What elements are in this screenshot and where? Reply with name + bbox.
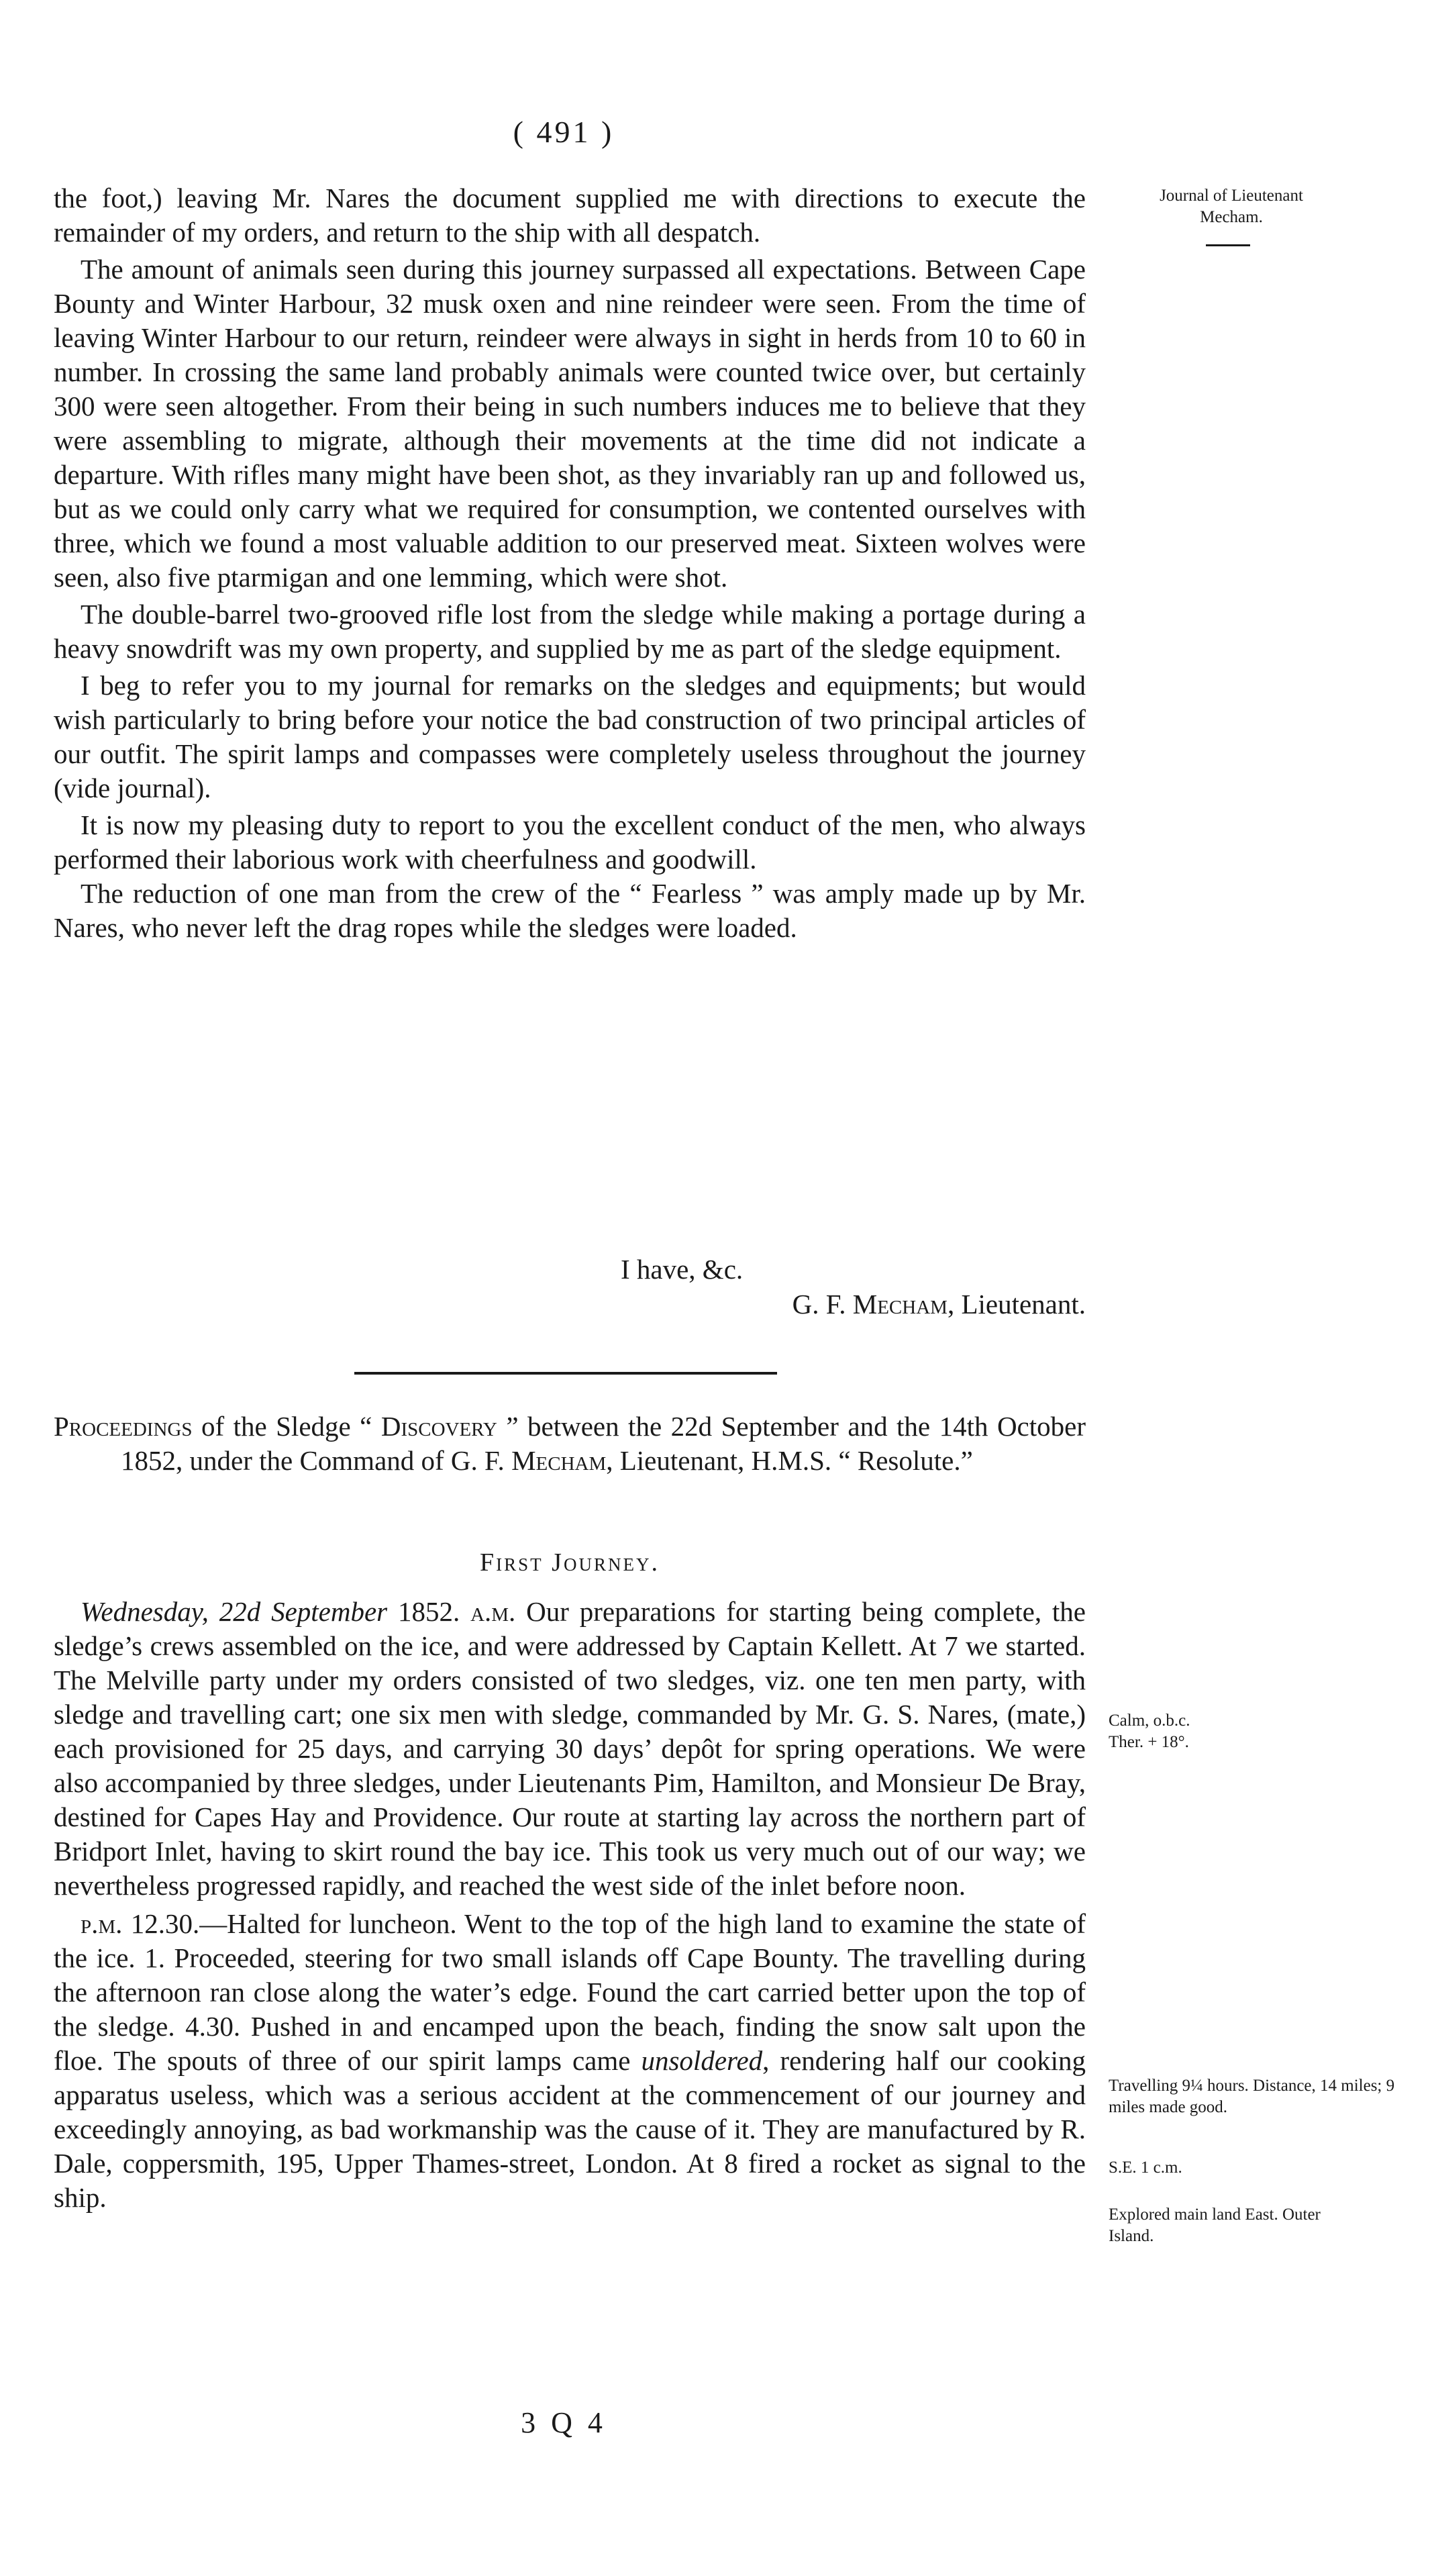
entry-emphasis: unsoldered	[641, 2045, 763, 2076]
letter-paragraph: The amount of animals seen during this journey surpassed all expectations. Between Cape Bounty and Winter Harbour, 32 musk oxen and nine reindeer were seen. From the time of leaving Winter Harbour to our return, reindeer were always in sight in herds from 10 to 60 in number. In crossing the same land probably animals were counted twice over, but certainly 300 were seen altogether. From their being in such numbers induces me to believe that they were assembling to migrate, although their movements at the time did not indicate a departure. With rifles many might have been shot, as they invariably ran up and followed us, but as we could only carry what we required for consumption, we contented ourselves with three, which we found a most valuable addition to our preserved meat. Sixteen wolves were seen, also five ptarmigan and one lemming, which were shot.	[54, 254, 1086, 593]
proceedings-text: ” between the 22d September and the 14th October 1852, under the Command of G. F.	[121, 1411, 1086, 1476]
commander-name: Mecham	[511, 1445, 607, 1476]
letter-signature	[54, 1287, 1086, 1322]
letter-paragraph: the foot,) leaving Mr. Nares the document supplied me with directions to execute the remainder of my orders, and return to the ship with all despatch.	[54, 183, 1086, 248]
margin-note-weather: Calm, o.b.c. Ther. + 18°.	[1109, 1712, 1190, 1751]
letter-closing: I have, &c.	[621, 1254, 744, 1285]
entry-time: a.m.	[470, 1596, 516, 1627]
letter-body	[54, 181, 1086, 945]
section-divider	[354, 1372, 777, 1375]
entry-text: , rendering half our cooking apparatus useless, which was a serious accident at the commencement of our journey and exceedingly annoying, as bad workmanship was the cause of it. They are manufactured by R. Dale, coppersmith, 195, Upper Thames-street, London. At 8 fired a rocket as signal to the ship.	[54, 2045, 1086, 2213]
signature-name: G. F. Mecham	[792, 1289, 948, 1320]
proceedings-lead: Proceedings	[54, 1411, 193, 1442]
margin-heading: Journal of Lieutenant Mecham.	[1160, 187, 1303, 226]
page-number: ( 491 )	[513, 115, 615, 149]
letter-paragraph: I beg to refer you to my journal for remarks on the sledges and equipments; but would wish particularly to bring before your notice the bad construction of two principal articles of our outfit. The spirit lamps and compasses were completely useless throughout the journey (vide journal).	[54, 670, 1086, 803]
entry-year: 1852.	[387, 1596, 471, 1627]
letter-paragraph: The double-barrel two-grooved rifle lost from the sledge while making a portage during a heavy snowdrift was my own property, and supplied by me as part of the sledge equipment.	[54, 599, 1086, 664]
margin-note-travel: Travelling 9¼ hours. Distance, 14 miles; 9 miles made good.	[1109, 2077, 1395, 2116]
margin-note-wind: S.E. 1 c.m.	[1109, 2159, 1182, 2177]
signature-mark: 3 Q 4	[521, 2406, 607, 2439]
signature-rank: , Lieutenant.	[947, 1289, 1086, 1320]
letter-paragraph: It is now my pleasing duty to report to you the excellent conduct of the men, who always performed their laborious work with cheerfulness and goodwill.	[54, 809, 1086, 875]
journal-body	[54, 1595, 1086, 2215]
entry-time: p.m.	[81, 1908, 123, 1939]
journal-entry	[54, 1595, 1086, 1903]
letter-paragraph: The reduction of one man from the crew of the “ Fearless ” was amply made up by Mr. Nares, who never left the drag ropes while the sledges were loaded.	[54, 878, 1086, 943]
margin-note-explored: Explored main land East. Outer Island.	[1109, 2206, 1321, 2245]
entry-text: 12.30.—Halted for luncheon. Went to the top of the high land to examine the state of the ice. 1. Proceeded, steering for two small islands off Cape Bounty. The travelling during the afternoon ran close along the water’s edge. Found the cart carried better upon the top of the sledge. 4.30. Pushed in and encamped upon the beach, finding the snow salt upon the floe. The spouts of three of our spirit lamps came	[54, 1908, 1086, 2076]
entry-text: Our preparations for starting being complete, the sledge’s crews assembled on the ice, and were addressed by Captain Kellett. At 7 we started. The Melville party under my orders consisted of two sledges, viz. one ten men party, with sledge and travelling cart; one six men with sledge, commanded by Mr. G. S. Nares, (mate,) each provisioned for 25 days, and carrying 30 days’ depôt for spring operations. We were also accompanied by three sledges, under Lieutenants Pim, Hamilton, and Monsieur De Bray, destined for Capes Hay and Providence. Our route at starting lay across the northern part of Bridport Inlet, having to skirt round the bay ice. This took us very much out of our way; we nevertheless progressed rapidly, and reached the west side of the inlet before noon.	[54, 1596, 1086, 1901]
proceedings-text: , Lieutenant, H.M.S. “ Resolute.”	[606, 1445, 973, 1476]
margin-heading-rule	[1206, 244, 1250, 246]
proceedings-heading	[54, 1409, 1086, 1478]
journal-entry	[54, 1907, 1086, 2215]
entry-date: Wednesday, 22d September	[81, 1596, 388, 1627]
proceedings-text: of the Sledge “	[192, 1411, 381, 1442]
sledge-name: Discovery	[380, 1411, 497, 1442]
section-title: First Journey.	[480, 1548, 660, 1577]
